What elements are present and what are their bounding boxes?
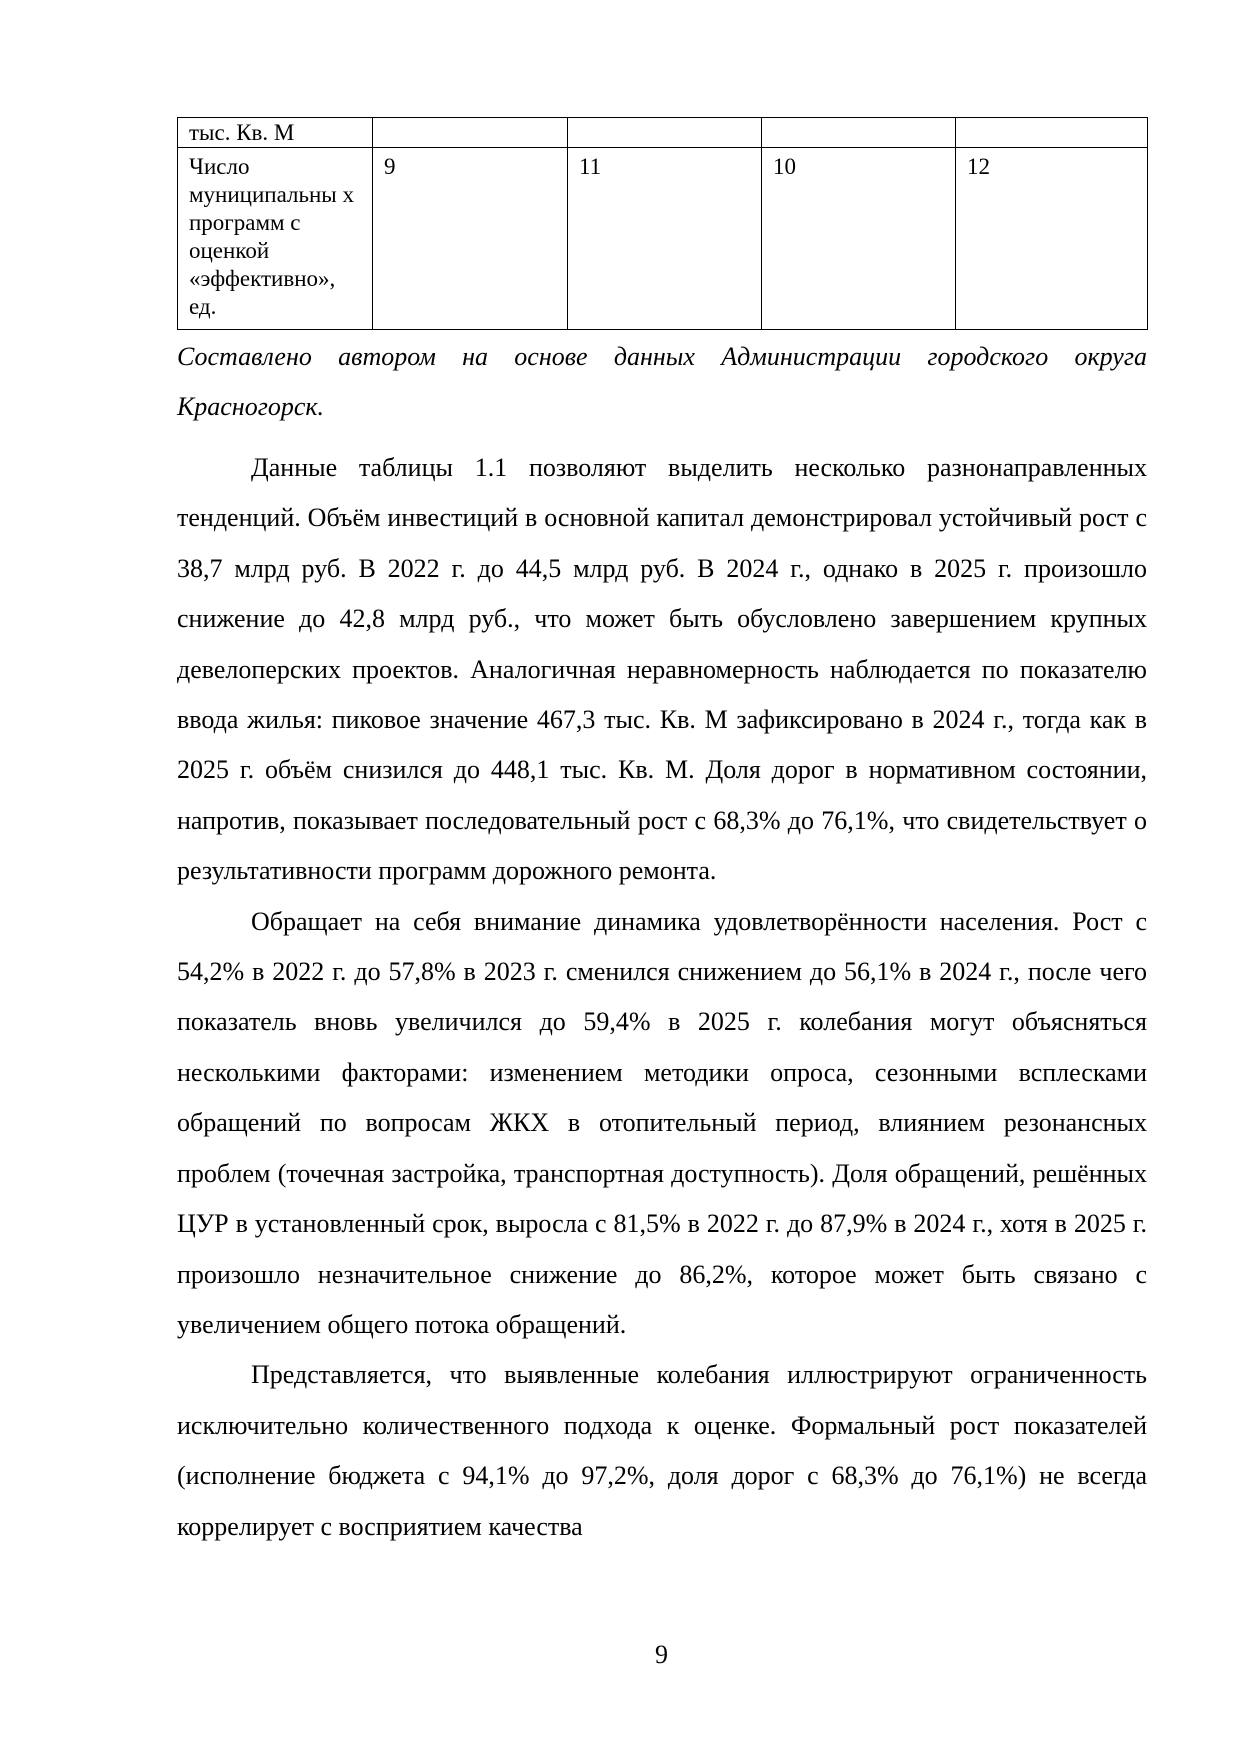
table-cell: 10 [762, 148, 956, 330]
body-paragraph: Обращает на себя внимание динамика удовлетворённости населения. Рост с 54,2% в 2022 г. до 57,8% в 2023 г. сменился снижением до 56,1% в 2024 г., после чего показатель вновь увеличился до 59,4% в 2025 г. колебания могут объясняться несколькими факторами: изменением методики опроса, сезонными всплесками обращений по вопросам ЖКХ в отопительный период, влиянием резонансных проблем (точечная застройка, транспортная доступность). Доля обращений, решённых ЦУР в установленный срок, выросла с 81,5% в 2022 г. до 87,9% в 2024 г., хотя в 2025 г. произошло незначительное снижение до 86,2%, которое может быть связано с увеличением общего потока обращений. [177, 906, 1147, 1339]
table-row [178, 118, 1148, 148]
page-number: 9 [655, 1640, 668, 1669]
document-page [177, 117, 1147, 1552]
indicators-table [177, 117, 1148, 330]
table-cell: 9 [373, 148, 568, 330]
table-row [178, 148, 1148, 330]
body-paragraph: Данные таблицы 1.1 позволяют выделить несколько разнонаправленных тенденций. Объём инвестиций в основной капитал демонстрировал устойчивый рост с 38,7 млрд руб. В 2022 г. до 44,5 млрд руб. В 2024 г., однако в 2025 г. произошло снижение до 42,8 млрд руб., что может быть обусловлено завершением крупных девелоперских проектов. Аналогичная неравномерность наблюдается по показателю ввода жилья: пиковое значение 467,3 тыс. Кв. М зафиксировано в 2024 г., тогда как в 2025 г. объём снизился до 448,1 тыс. Кв. М. Доля дорог в нормативном состоянии, напротив, показывает последовательный рост с 68,3% до 76,1%, что свидетельствует о результативности программ дорожного ремонта. [177, 453, 1147, 886]
table-cell [373, 118, 568, 148]
table-cell: 11 [568, 148, 762, 330]
table-cell: тыс. Кв. М [178, 118, 373, 148]
table-cell: Число муниципальны х программ с оценкой «эффективно», ед. [178, 148, 373, 330]
table-cell [568, 118, 762, 148]
table-cell [956, 118, 1148, 148]
table-source-note: Составлено автором на основе данных Администрации городского округа Красногорск. [177, 342, 1147, 421]
table-cell [762, 118, 956, 148]
body-paragraph: Представляется, что выявленные колебания иллюстрируют ограниченность исключительно количественного подхода к оценке. Формальный рост показателей (исполнение бюджета с 94,1% до 97,2%, доля дорог с 68,3% до 76,1%) не всегда коррелирует с восприятием качества [177, 1360, 1147, 1541]
table-cell: 12 [956, 148, 1148, 330]
